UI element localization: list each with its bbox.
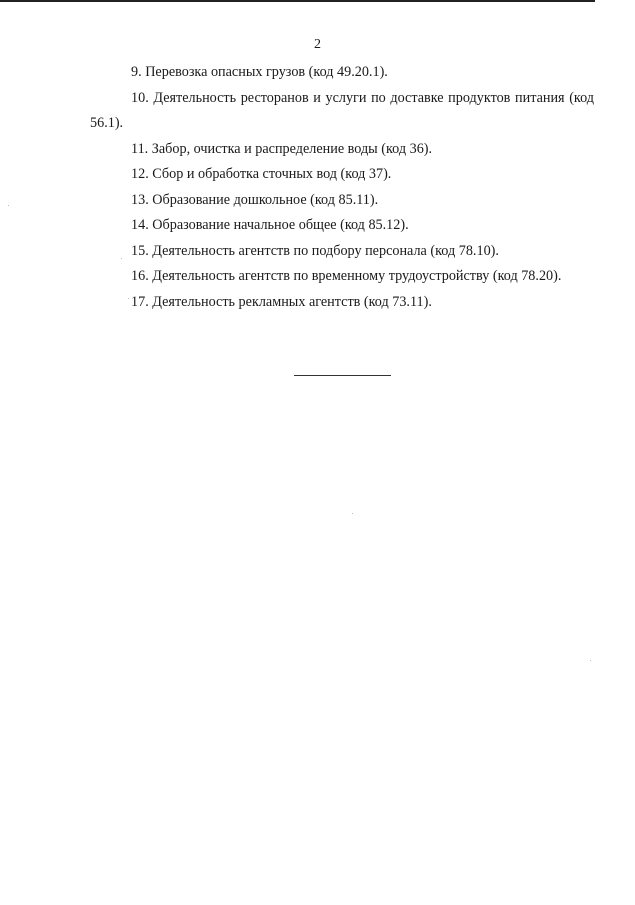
list-item: 12. Сбор и обработка сточных вод (код 37). [131, 166, 392, 182]
scan-speck [128, 298, 129, 299]
page-number: 2 [314, 37, 321, 52]
scan-speck [352, 513, 353, 514]
scan-speck [8, 205, 9, 206]
scan-speck [590, 660, 591, 661]
list-item: 16. Деятельность агентств по временному трудоустройству (код 78.20). [131, 268, 562, 284]
list-item: 17. Деятельность рекламных агентств (код 73.11). [131, 293, 432, 310]
top-border-line [0, 0, 595, 2]
activity-list [90, 60, 594, 315]
end-divider-line [294, 375, 391, 376]
list-item: 9. Перевозка опасных грузов (код 49.20.1). [131, 64, 388, 80]
list-item: 14. Образование начальное общее (код 85.12). [131, 217, 409, 233]
list-item: 15. Деятельность агентств по подбору персонала (код 78.10). [131, 242, 499, 259]
list-item: 13. Образование дошкольное (код 85.11). [131, 191, 379, 208]
list-item: 11. Забор, очистка и распределение воды (код 36). [131, 140, 433, 157]
scan-speck [121, 258, 122, 259]
list-item: 10. Деятельность ресторанов и услуги по доставке продуктов питания (код 56.1). [90, 89, 594, 131]
